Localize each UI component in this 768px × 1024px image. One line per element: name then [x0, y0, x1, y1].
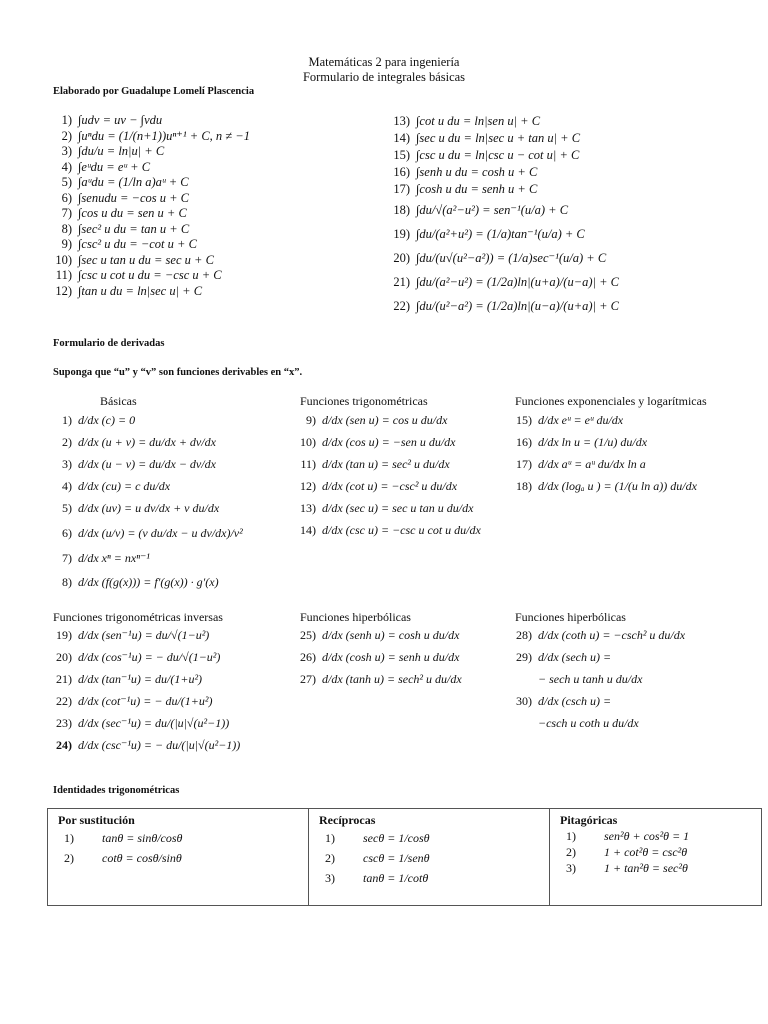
identities-table [47, 808, 762, 906]
integral-item: 10) ∫sec u tan u du = sec u + C [55, 252, 214, 267]
basic-derivatives-list [48, 409, 243, 595]
derivative-item: 9) d/dx (sen u) = cos u du/dx [306, 413, 448, 427]
derivative-item: 13) d/dx (sec u) = sec u tan u du/dx [300, 501, 474, 515]
inverse-trig-list [48, 624, 240, 756]
document-subtitle: Formulario de integrales básicas [302, 70, 466, 84]
identity-item: 2) 1 + cot²θ = csc²θ [566, 845, 688, 859]
derivative-item: 3) d/dx (u − v) = du/dx − dv/dx [62, 457, 216, 471]
substitution-cell [48, 809, 309, 906]
derivative-item: 19) d/dx (sen⁻¹u) = du/√(1−u²) [56, 628, 210, 642]
identity-item: 3) 1 + tan²θ = sec²θ [566, 861, 688, 875]
integral-item: 13) ∫cot u du = ln|sen u| + C [393, 114, 541, 128]
derivative-item: 20) d/dx (cos⁻¹u) = − du/√(1−u²) [56, 650, 221, 664]
integral-item: 12) ∫tan u du = ln|sec u| + C [55, 283, 203, 298]
derivative-item: 22) d/dx (cot⁻¹u) = − du/(1+u²) [56, 694, 213, 708]
pythagorean-cell [550, 809, 762, 906]
integral-item: 18) ∫du/√(a²−u²) = sen⁻¹(u/a) + C [393, 203, 569, 217]
integral-item: 6) ∫senudu = −cos u + C [61, 190, 190, 205]
derivative-item: 1) d/dx (c) = 0 [62, 413, 136, 427]
derivative-item: 8) d/dx (f(g(x))) = f′(g(x)) · g′(x) [62, 575, 219, 589]
integral-item: 20) ∫du/(u√(u²−a²)) = (1/a)sec⁻¹(u/a) + C [393, 251, 607, 265]
integral-item: 15) ∫csc u du = ln|csc u − cot u| + C [393, 148, 580, 162]
pythagorean-title: Pitagóricas [560, 813, 618, 827]
identity-item: 2) cscθ = 1/senθ [325, 851, 430, 865]
hyperbolic-title-1: Funciones hiperbólicas [300, 610, 411, 624]
derivative-item: 6) d/dx (u/v) = (v du/dx − u dv/dx)/v² [62, 526, 243, 540]
derivative-item: 14) d/dx (csc u) = −csc u cot u du/dx [300, 523, 481, 537]
derivative-item: 5) d/dx (uv) = u dv/dx + v du/dx [62, 501, 220, 515]
derivative-item: 26) d/dx (cosh u) = senh u du/dx [300, 650, 460, 664]
derivative-item: − sech u tanh u du/dx [538, 672, 643, 686]
derivative-item: 30) d/dx (csch u) = [516, 694, 612, 708]
trig-derivatives-list [292, 409, 481, 541]
integral-item: 21) ∫du/(a²−u²) = (1/2a)ln|(u+a)/(u−a)| + C [393, 275, 619, 289]
derivative-item: 28) d/dx (coth u) = −csch² u du/dx [516, 628, 686, 642]
derivative-item: 27) d/dx (tanh u) = sech² u du/dx [300, 672, 462, 686]
derivative-item: −csch u coth u du/dx [538, 716, 639, 730]
hyperbolic-list-1 [292, 624, 462, 690]
derivative-item: 25) d/dx (senh u) = cosh u du/dx [300, 628, 460, 642]
integral-item: 1) ∫udv = uv − ∫vdu [61, 113, 163, 127]
identity-item: 1) secθ = 1/cosθ [325, 831, 430, 845]
inverse-trig-title: Funciones trigonométricas inversas [53, 610, 223, 624]
basic-derivatives-title: Básicas [100, 394, 137, 408]
integral-item: 17) ∫cosh u du = senh u + C [393, 182, 538, 196]
derivative-item: 10) d/dx (cos u) = −sen u du/dx [300, 435, 456, 449]
integral-item: 19) ∫du/(a²+u²) = (1/a)tan⁻¹(u/a) + C [393, 227, 585, 241]
derivative-item: 7) d/dx xⁿ = nxⁿ⁻¹ [62, 551, 150, 565]
derivative-item: 18) d/dx (logₐ u ) = (1/(u ln a)) du/dx [516, 479, 697, 493]
identities-heading: Identidades trigonométricas [53, 785, 180, 796]
author-line: Elaborado por Guadalupe Lomelí Plascencia [53, 86, 255, 97]
substitution-title: Por sustitución [58, 813, 135, 827]
integral-item: 16) ∫senh u du = cosh u + C [393, 165, 538, 179]
derivatives-assumption: Suponga que “u” y “v” son funciones derivables en “x”. [53, 367, 303, 378]
derivative-item: 2) d/dx (u + v) = du/dx + dv/dx [62, 435, 216, 449]
reciprocal-title: Recíprocas [319, 813, 376, 827]
integral-item: 11) ∫csc u cot u du = −csc u + C [55, 268, 222, 282]
derivative-item: 24) d/dx (csc⁻¹u) = − du/(|u|√(u²−1)) [56, 738, 241, 752]
hyperbolic-title-2: Funciones hiperbólicas [515, 610, 626, 624]
derivative-item: 17) d/dx aᵘ = aᵘ du/dx ln a [516, 457, 646, 471]
integral-item: 3) ∫du/u = ln|u| + C [61, 144, 165, 158]
integral-item: 22) ∫du/(u²−a²) = (1/2a)ln|(u−a)/(u+a)| + C [393, 299, 619, 313]
identity-item: 2) cotθ = cosθ/sinθ [64, 851, 182, 865]
derivative-item: 16) d/dx ln u = (1/u) du/dx [516, 435, 648, 449]
trig-derivatives-title: Funciones trigonométricas [300, 394, 428, 408]
explog-derivatives-title: Funciones exponenciales y logarítmicas [515, 394, 707, 408]
derivatives-heading: Formulario de derivadas [53, 338, 165, 349]
derivative-item: 15) d/dx eᵘ = eᵘ du/dx [516, 413, 624, 427]
integral-item: 2) ∫uⁿdu = (1/(n+1))uⁿ⁺¹ + C, n ≠ −1 [61, 128, 250, 143]
document-title: Matemáticas 2 para ingeniería [308, 55, 460, 69]
integral-item: 8) ∫sec² u du = tan u + C [61, 221, 190, 236]
explog-derivatives-list [508, 409, 697, 497]
derivative-item: 4) d/dx (cu) = c du/dx [62, 479, 171, 493]
identity-item: 1) tanθ = sinθ/cosθ [64, 831, 183, 845]
integral-item: 14) ∫sec u du = ln|sec u + tan u| + C [393, 131, 581, 145]
integral-item: 5) ∫aᵘdu = (1/ln a)aᵘ + C [61, 175, 189, 189]
identity-item: 3) tanθ = 1/cotθ [325, 871, 429, 885]
derivative-item: 23) d/dx (sec⁻¹u) = du/(|u|√(u²−1)) [56, 716, 230, 730]
integrals-left-list [42, 113, 250, 299]
derivative-item: 29) d/dx (sech u) = [516, 650, 612, 664]
identity-item: 1) sen²θ + cos²θ = 1 [566, 829, 690, 843]
reciprocal-cell [309, 809, 550, 906]
derivative-item: 21) d/dx (tan⁻¹u) = du/(1+u²) [56, 672, 203, 686]
integral-item: 7) ∫cos u du = sen u + C [61, 206, 187, 220]
hyperbolic-list-2 [508, 624, 685, 734]
integral-item: 4) ∫eᵘdu = eᵘ + C [61, 159, 151, 174]
derivative-item: 11) d/dx (tan u) = sec² u du/dx [300, 457, 450, 471]
derivative-item: 12) d/dx (cot u) = −csc² u du/dx [300, 479, 458, 493]
integrals-right-list [380, 113, 619, 318]
integral-item: 9) ∫csc² u du = −cot u + C [61, 237, 197, 251]
